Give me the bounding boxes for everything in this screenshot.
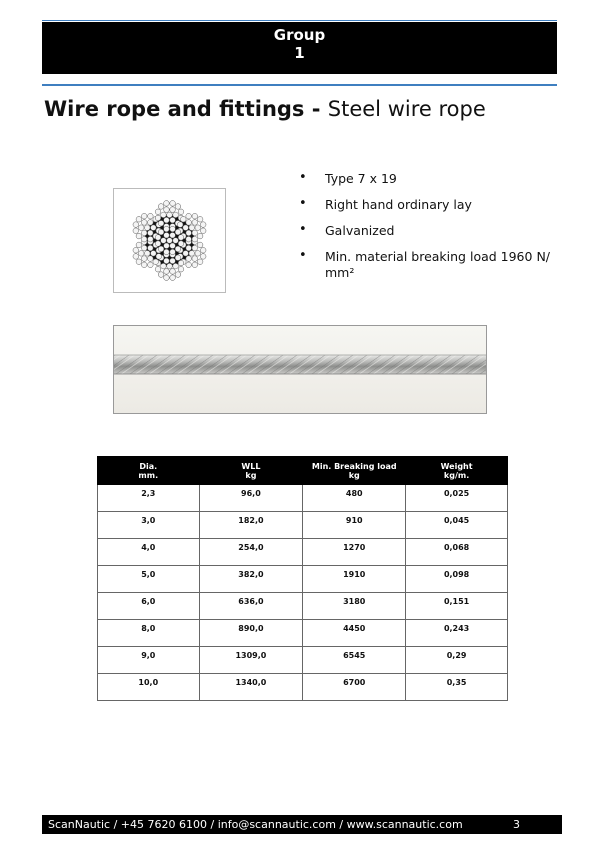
- table-cell: 0,243: [406, 620, 508, 647]
- column-header-label: Min. Breaking load: [311, 461, 397, 471]
- table-cell: 890,0: [199, 620, 303, 647]
- table-cell: 0,151: [406, 593, 508, 620]
- wire-rope-drawing: [114, 326, 486, 413]
- column-header-label: Dia.: [139, 461, 158, 471]
- bullet-icon: •: [299, 222, 307, 237]
- feature-list: [297, 171, 562, 291]
- column-header-unit: kg/m.: [443, 470, 470, 480]
- table-cell: 9,0: [98, 647, 200, 674]
- table-cell: 254,0: [199, 539, 303, 566]
- table-cell: 910: [303, 512, 406, 539]
- table-row: [98, 647, 508, 674]
- table-body: [98, 485, 508, 701]
- page-title: [44, 97, 486, 121]
- table-row: [98, 593, 508, 620]
- table-row: [98, 539, 508, 566]
- table-header-row: [98, 457, 508, 485]
- column-header-label: WLL: [241, 461, 261, 471]
- feature-item: [297, 197, 562, 213]
- specification-table: [97, 456, 508, 701]
- header-accent-rule: [42, 84, 557, 86]
- table-cell: 636,0: [199, 593, 303, 620]
- column-header-unit: mm.: [138, 470, 159, 480]
- column-header: [303, 457, 406, 485]
- footer-contact: ScanNautic / +45 7620 6100 / info@scannautic.com / www.scannautic.com: [48, 818, 463, 831]
- table-cell: 0,098: [406, 566, 508, 593]
- bullet-icon: •: [299, 248, 307, 263]
- page-title-main: Wire rope and fittings -: [44, 97, 328, 121]
- steel-wire-rope-photo: [113, 325, 487, 414]
- table-row: [98, 674, 508, 701]
- table-cell: 0,29: [406, 647, 508, 674]
- table-cell: 0,068: [406, 539, 508, 566]
- table-cell: 480: [303, 485, 406, 512]
- page-number: 3: [513, 818, 520, 831]
- group-label: Group: [273, 26, 326, 44]
- table-cell: 4450: [303, 620, 406, 647]
- column-header-unit: kg: [348, 470, 360, 480]
- table-cell: 1340,0: [199, 674, 303, 701]
- table-cell: 4,0: [98, 539, 200, 566]
- table-cell: 182,0: [199, 512, 303, 539]
- feature-item: [297, 171, 562, 187]
- table-cell: 1309,0: [199, 647, 303, 674]
- table-cell: 6,0: [98, 593, 200, 620]
- feature-text: Galvanized: [325, 223, 395, 238]
- group-header: [42, 22, 557, 74]
- table-row: [98, 512, 508, 539]
- table-cell: 0,35: [406, 674, 508, 701]
- table-row: [98, 485, 508, 512]
- footer: [42, 815, 562, 834]
- column-header: [98, 457, 200, 485]
- column-header-label: Weight: [440, 461, 473, 471]
- rope-cross-section-image: [113, 188, 226, 293]
- column-header-unit: kg: [245, 470, 257, 480]
- column-header: [406, 457, 508, 485]
- table-cell: 96,0: [199, 485, 303, 512]
- table-cell: 6700: [303, 674, 406, 701]
- bullet-icon: •: [299, 196, 307, 211]
- feature-text: Min. material breaking load 1960 N/ mm²: [325, 249, 550, 280]
- feature-text: Right hand ordinary lay: [325, 197, 472, 212]
- rope-cross-section-drawing: [114, 189, 225, 292]
- page-title-sub: Steel wire rope: [327, 97, 486, 121]
- feature-item: [297, 249, 562, 281]
- table-row: [98, 620, 508, 647]
- bullet-icon: •: [299, 170, 307, 185]
- group-number: 1: [294, 44, 305, 62]
- table-cell: 382,0: [199, 566, 303, 593]
- table-cell: 5,0: [98, 566, 200, 593]
- table-cell: 2,3: [98, 485, 200, 512]
- top-accent-rule: [42, 20, 557, 21]
- table-cell: 10,0: [98, 674, 200, 701]
- feature-item: [297, 223, 562, 239]
- table-cell: 6545: [303, 647, 406, 674]
- table-cell: 3,0: [98, 512, 200, 539]
- table-cell: 1910: [303, 566, 406, 593]
- table-cell: 8,0: [98, 620, 200, 647]
- table-cell: 0,025: [406, 485, 508, 512]
- table-cell: 1270: [303, 539, 406, 566]
- table-cell: 0,045: [406, 512, 508, 539]
- feature-text: Type 7 x 19: [325, 171, 397, 186]
- table-row: [98, 566, 508, 593]
- column-header: [199, 457, 303, 485]
- table-cell: 3180: [303, 593, 406, 620]
